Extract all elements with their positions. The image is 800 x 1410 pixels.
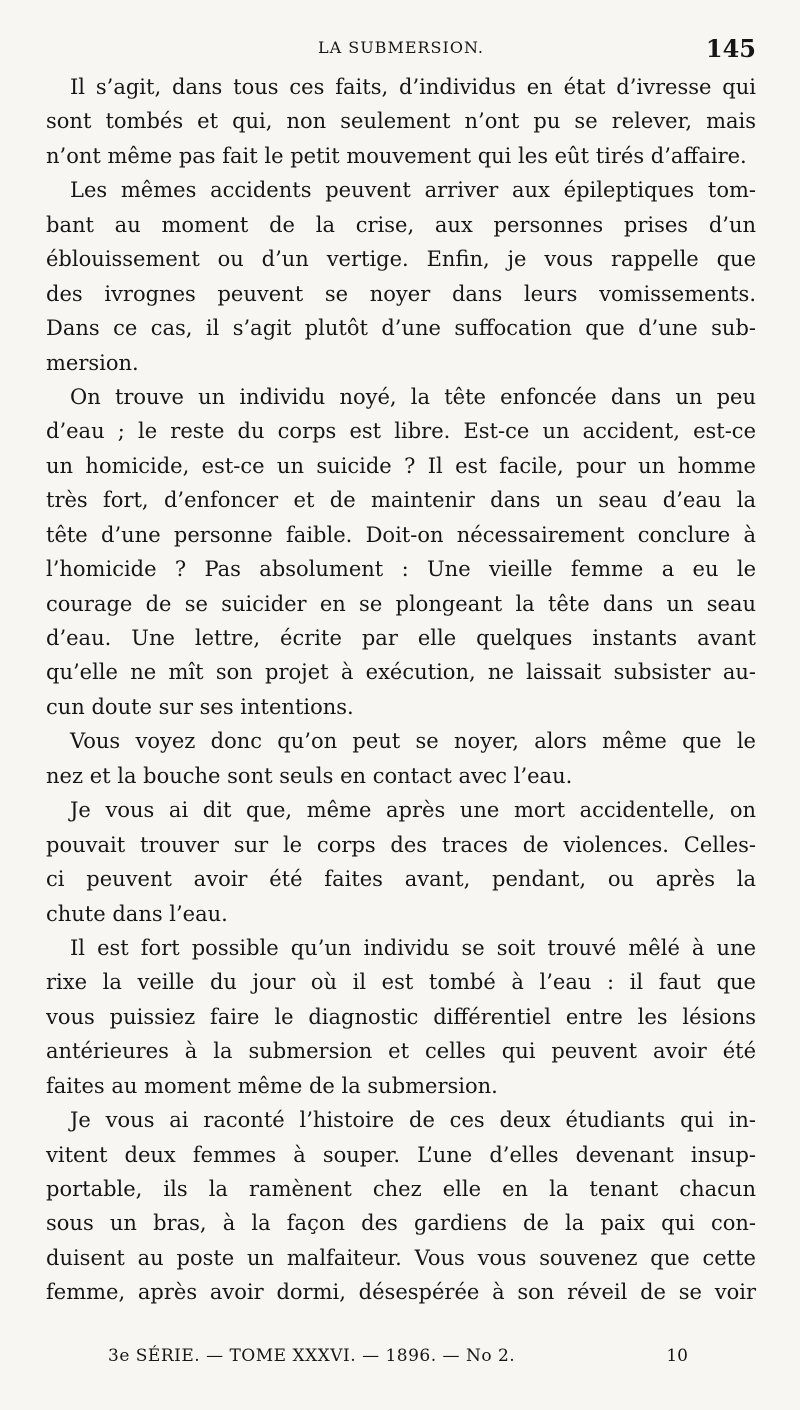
sheet-number: 10 — [666, 1346, 688, 1366]
text-line: qu’elle ne mît son projet à exécution, ne laissait subsister au- — [46, 660, 756, 685]
page-number: 145 — [705, 34, 756, 63]
text-line: tête d’une personne faible. Doit-on nécessairement conclure à — [46, 522, 756, 547]
text-line: cun doute sur ses intentions. — [46, 694, 354, 719]
text-line: pouvait trouver sur le corps des traces de violences. Celles- — [46, 832, 756, 857]
text-line: un homicide, est-ce un suicide ? Il est facile, pour un homme — [46, 453, 756, 478]
text-line: vous puissiez faire le diagnostic différentiel entre les lésions — [46, 1004, 756, 1029]
running-head — [46, 34, 756, 64]
text-line: faites au moment même de la submersion. — [46, 1073, 498, 1098]
text-line: femme, après avoir dormi, désespérée à son réveil de se voir — [46, 1280, 756, 1305]
text-line: sous un bras, à la façon des gardiens de la paix qui con- — [46, 1211, 756, 1236]
text-line: portable, ils la ramènent chez elle en la tenant chacun — [46, 1177, 756, 1201]
text-line: l’homicide ? Pas absolument : Une vieille femme a eu le — [46, 557, 756, 582]
text-line: antérieures à la submersion et celles qui peuvent avoir été — [46, 1039, 756, 1064]
text-line: Je vous ai raconté l’histoire de ces deux étudiants qui in- — [70, 1108, 756, 1133]
text-line: des ivrognes peuvent se noyer dans leurs vomissements. — [46, 281, 756, 306]
printer-signature: 3e SÉRIE. — TOME XXXVI. — 1896. — No 2. — [108, 1346, 516, 1366]
text-line: Vous voyez donc qu’on peut se noyer, alors même que le — [70, 729, 756, 754]
text-line: n’ont même pas fait le petit mouvement qui les eût tirés d’affaire. — [46, 143, 747, 168]
text-line: d’eau ; le reste du corps est libre. Est-ce un accident, est-ce — [46, 419, 756, 444]
text-line: courage de se suicider en se plongeant la tête dans un seau — [46, 591, 756, 616]
text-line: vitent deux femmes à souper. L’une d’elles devenant insup- — [46, 1142, 756, 1167]
text-line: très fort, d’enfoncer et de maintenir dans un seau d’eau la — [46, 488, 756, 513]
text-line: sont tombés et qui, non seulement n’ont pu se relever, mais — [46, 109, 756, 134]
running-title: LA SUBMERSION. — [317, 38, 485, 57]
text-line: Il est fort possible qu’un individu se soit trouvé mêlé à une — [70, 935, 756, 960]
text-line: duisent au poste un malfaiteur. Vous vous souvenez que cette — [46, 1245, 756, 1270]
page-footer — [108, 1346, 688, 1376]
text-line: On trouve un individu noyé, la tête enfoncée dans un peu — [70, 384, 756, 409]
text-line: Il s’agit, dans tous ces faits, d’individus en état d’ivresse qui — [70, 75, 756, 99]
body-text — [46, 70, 756, 1310]
text-line: mersion. — [46, 350, 139, 375]
text-line: éblouissement ou d’un vertige. Enfin, je vous rappelle que — [46, 247, 756, 272]
text-line: d’eau. Une lettre, écrite par elle quelques instants avant — [46, 626, 756, 650]
text-line: nez et la bouche sont seuls en contact avec l’eau. — [46, 763, 573, 788]
text-line: bant au moment de la crise, aux personnes prises d’un — [46, 212, 756, 237]
text-line: rixe la veille du jour où il est tombé à l’eau : il faut que — [46, 970, 756, 995]
text-line: chute dans l’eau. — [46, 901, 228, 926]
text-line: Les mêmes accidents peuvent arriver aux épileptiques tom- — [70, 178, 756, 203]
text-line: ci peuvent avoir été faites avant, pendant, ou après la — [46, 867, 756, 892]
text-line: Dans ce cas, il s’agit plutôt d’une suffocation que d’une sub- — [46, 316, 756, 341]
text-line: Je vous ai dit que, même après une mort accidentelle, on — [70, 798, 756, 823]
